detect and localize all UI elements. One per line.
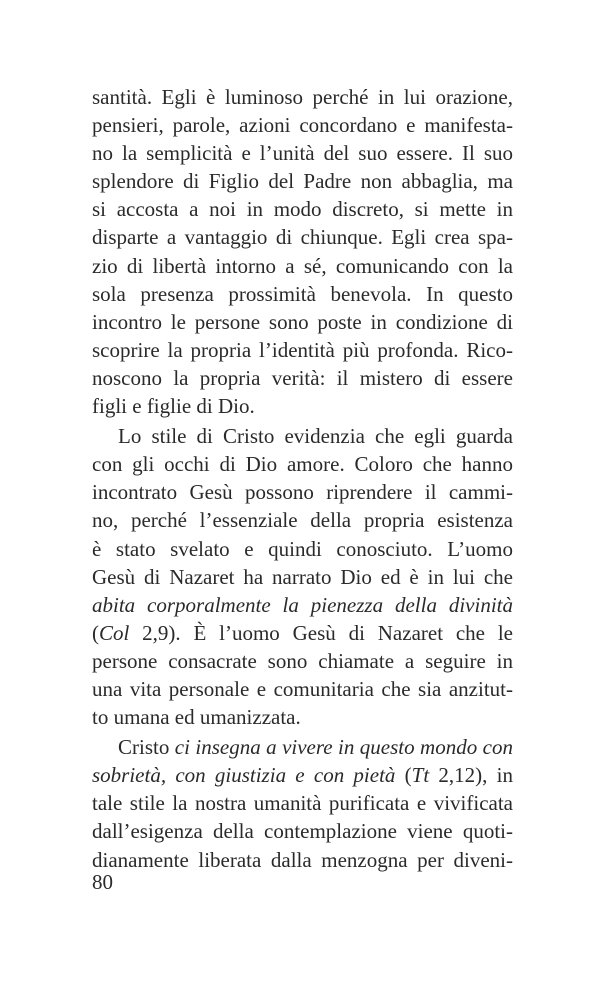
text-line (92, 139, 513, 167)
text-segment: figli e figlie di Dio. (92, 394, 255, 419)
text-segment: to umana ed umanizzata. (92, 705, 301, 730)
text-line (92, 280, 513, 308)
text-segment: splendore di Figlio del Padre non abbaglia, ma (92, 169, 513, 194)
text-line (92, 846, 513, 874)
text-segment: incontrato Gesù possono riprendere il cammi- (92, 480, 513, 505)
text-segment: disparte a vantaggio di chiunque. Egli crea spa- (92, 225, 513, 250)
text-line (92, 703, 513, 731)
text-segment: è stato svelato e quindi conosciuto. L’uomo (92, 536, 513, 561)
text-line (92, 450, 513, 478)
text-segment: persone consacrate sono chiamate a seguire in (92, 648, 513, 673)
text-line (92, 619, 513, 647)
text-segment: no la semplicità e l’unità del suo essere. Il suo (92, 141, 513, 166)
page-body (92, 83, 513, 876)
text-line (92, 563, 513, 591)
paragraph (92, 733, 513, 873)
italic-text: Col (99, 620, 130, 645)
text-segment: Lo stile di Cristo evidenzia che egli guarda (118, 424, 513, 449)
text-line (92, 195, 513, 223)
paragraph (92, 422, 513, 731)
italic-text: sobrietà, con giustizia e con pietà (92, 763, 396, 788)
text-line (92, 647, 513, 675)
text-line (92, 422, 513, 450)
text-segment: una vita personale e comunitaria che sia anzitut- (92, 676, 513, 701)
paragraph (92, 83, 513, 420)
text-line (92, 535, 513, 563)
text-segment: ( (92, 620, 99, 645)
text-line (92, 111, 513, 139)
text-line (92, 167, 513, 195)
text-line (92, 733, 513, 761)
text-segment: Gesù di Nazaret ha narrato Dio ed è in lui che (92, 564, 513, 589)
text-segment: pensieri, parole, azioni concordano e manifesta- (92, 113, 513, 138)
text-line (92, 223, 513, 251)
text-segment: zio di libertà intorno a sé, comunicando con la (92, 253, 513, 278)
text-line (92, 591, 513, 619)
text-line (92, 392, 513, 420)
text-segment: dianamente liberata dalla menzogna per diveni- (92, 847, 513, 872)
italic-text: ci insegna a vivere in questo mondo con (174, 735, 513, 760)
text-line (92, 789, 513, 817)
text-line (92, 478, 513, 506)
text-segment: dall’esigenza della contemplazione viene quoti- (92, 819, 513, 844)
text-segment: 2,9). È l’uomo Gesù di Nazaret che le (129, 620, 513, 645)
text-segment: incontro le persone sono poste in condizione di (92, 309, 513, 334)
italic-text: Tt (411, 763, 430, 788)
text-line (92, 817, 513, 845)
page-number: 80 (92, 870, 113, 894)
text-segment: santità. Egli è luminoso perché in lui orazione, (92, 85, 513, 109)
text-line (92, 308, 513, 336)
text-segment: 2,12), in (429, 763, 513, 788)
text-line (92, 252, 513, 280)
text-segment: ( (395, 763, 412, 788)
text-segment: tale stile la nostra umanità purificata e vivificata (92, 791, 513, 816)
text-line (92, 506, 513, 534)
text-line (92, 675, 513, 703)
text-segment: sola presenza prossimità benevola. In questo (92, 281, 513, 306)
text-line (92, 364, 513, 392)
text-segment: con gli occhi di Dio amore. Coloro che hanno (92, 452, 513, 477)
text-segment: si accosta a noi in modo discreto, si mette in (92, 197, 513, 222)
text-segment: no, perché l’essenziale della propria esistenza (92, 508, 513, 533)
text-segment: scoprire la propria l’identità più profonda. Rico- (92, 337, 513, 362)
text-line (92, 336, 513, 364)
italic-text: abita corporalmente la pienezza della divinità (92, 592, 513, 617)
text-segment: Cristo (118, 735, 175, 760)
text-segment: noscono la propria verità: il mistero di essere (92, 365, 513, 390)
text-line (92, 83, 513, 111)
text-line (92, 761, 513, 789)
